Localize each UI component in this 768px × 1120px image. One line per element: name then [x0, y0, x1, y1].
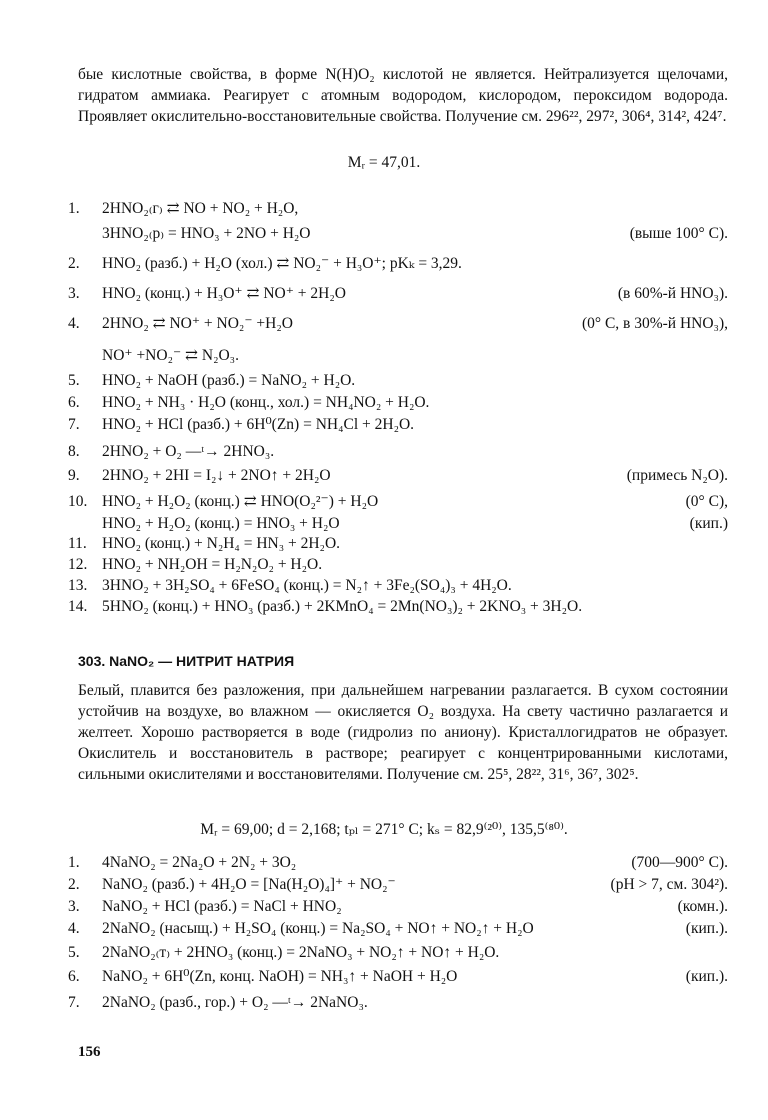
- reaction-line: 5. HNO₂ + NaOH (разб.) = NaNO₂ + H₂O.: [68, 372, 356, 389]
- reaction-line: 4. 2NaNO₂ (насыщ.) + H₂SO₄ (конц.) = Na₂SO₄ + NO↑ + NO₂↑ + H₂O (кип.).: [68, 920, 728, 937]
- reaction-line: 3. NaNO₂ + HCl (разб.) = NaCl + HNO₂ (комн.).: [68, 898, 728, 915]
- hno2-reaction-list: [68, 198, 728, 617]
- reaction-line: 7. HNO₂ + HCl (разб.) + 6H⁰(Zn) = NH₄Cl + 2H₂O.: [68, 416, 415, 433]
- reaction-line: 2. HNO₂ (разб.) + H₂O (хол.) ⇄ NO₂⁻ + H₃O⁺; pKₖ = 3,29.: [68, 255, 462, 272]
- reaction-line: 12. HNO₂ + NH₂OH = H₂N₂O₂ + H₂O.: [68, 556, 323, 573]
- reaction-line: 11. HNO₂ (конц.) + N₂H₄ = HN₃ + 2H₂O.: [68, 535, 341, 552]
- reaction-line: 1. 2HNO₂₍г₎ ⇄ NO + NO₂ + H₂O,: [68, 200, 299, 217]
- reaction-line: 9. 2HNO₂ + 2HI = I₂↓ + 2NO↑ + 2H₂O (примесь N₂O).: [68, 467, 728, 484]
- molar-mass-hno2: Mᵣ = 47,01.: [347, 154, 421, 171]
- reaction-line: 7. 2NaNO₂ (разб., гор.) + O₂ —ᵗ→ 2NaNO₃.: [68, 994, 368, 1011]
- reaction-line: 4. 2HNO₂ ⇄ NO⁺ + NO₂⁻ +H₂O (0° С, в 30%-й HNO₃),: [68, 315, 728, 332]
- reaction-line: NO⁺ +NO₂⁻ ⇄ N₂O₃.: [102, 347, 239, 364]
- reaction-line: 2. NaNO₂ (разб.) + 4H₂O = [Na(H₂O)₄]⁺ + NO₂⁻ (pH > 7, см. 304²).: [68, 876, 728, 893]
- reaction-line: 14. 5HNO₂ (конц.) + HNO₃ (разб.) + 2KMnO₄ = 2Mn(NO₃)₂ + 2KNO₃ + 3H₂O.: [68, 598, 583, 615]
- reaction-line: 5. 2NaNO₂₍т₎ + 2HNO₃ (конц.) = 2NaNO₃ + NO₂↑ + NO↑ + H₂O.: [68, 944, 500, 961]
- constants-nano2: Mᵣ = 69,00; d = 2,168; tₚₗ = 271° С; kₛ = 82,9⁽²⁰⁾, 135,5⁽⁸⁰⁾.: [200, 821, 568, 838]
- reaction-line: 3HNO₂₍р₎ = HNO₃ + 2NO + H₂O (выше 100° С).: [102, 225, 728, 242]
- reaction-line: 1. 4NaNO₂ = 2Na₂O + 2N₂ + 3O₂ (700—900° С).: [68, 854, 728, 871]
- reaction-line: 10. HNO₂ + H₂O₂ (конц.) ⇄ HNO(O₂²⁻) + H₂O (0° С),: [68, 493, 728, 510]
- page-number: 156: [78, 1044, 101, 1060]
- reaction-line: 13. 3HNO₂ + 3H₂SO₄ + 6FeSO₄ (конц.) = N₂↑ + 3Fe₂(SO₄)₃ + 4H₂O.: [68, 577, 512, 594]
- reaction-line: HNO₂ + H₂O₂ (конц.) = HNO₃ + H₂O (кип.): [102, 515, 728, 532]
- nano2-reaction-list: [68, 852, 728, 1016]
- intro-paragraph: бые кислотные свойства, в форме N(H)O₂ кислотой не является. Нейтрализуется щелочами, гидратом аммиака. Реагирует с атомным водородом, кислородом, пероксидом водорода. Проявляет окислительно-восстановительные свойства. Получение см. 296²², 297², 306⁴, 314², 424⁷.: [78, 66, 728, 125]
- reaction-line: 6. HNO₂ + NH₃ · H₂O (конц., хол.) = NH₄NO₂ + H₂O.: [68, 394, 430, 411]
- reaction-line: 8. 2HNO₂ + O₂ —ᵗ→ 2HNO₃.: [68, 443, 275, 460]
- section-title: 303. NaNO₂ — НИТРИТ НАТРИЯ: [78, 653, 295, 669]
- reaction-line: 3. HNO₂ (конц.) + H₃O⁺ ⇄ NO⁺ + 2H₂O (в 60%-й HNO₃).: [68, 285, 728, 302]
- nano2-paragraph: Белый, плавится без разложения, при дальнейшем нагревании разлагается. В сухом состоянии устойчив на воздухе, во влажном — окисляется O₂ воздуха. На свету частично разлагается и желтеет. Хорошо растворяется в воде (гидролиз по аниону). Кристаллогидратов не образует. Окислитель и восстановитель в растворе; реагирует с концентрированными кислотами, сильными окислителями и восстановителями. Получение см. 25⁵, 28²², 31⁶, 36⁷, 302⁵.: [78, 682, 728, 783]
- reaction-line: 6. NaNO₂ + 6H⁰(Zn, конц. NaOH) = NH₃↑ + NaOH + H₂O (кип.).: [68, 968, 728, 985]
